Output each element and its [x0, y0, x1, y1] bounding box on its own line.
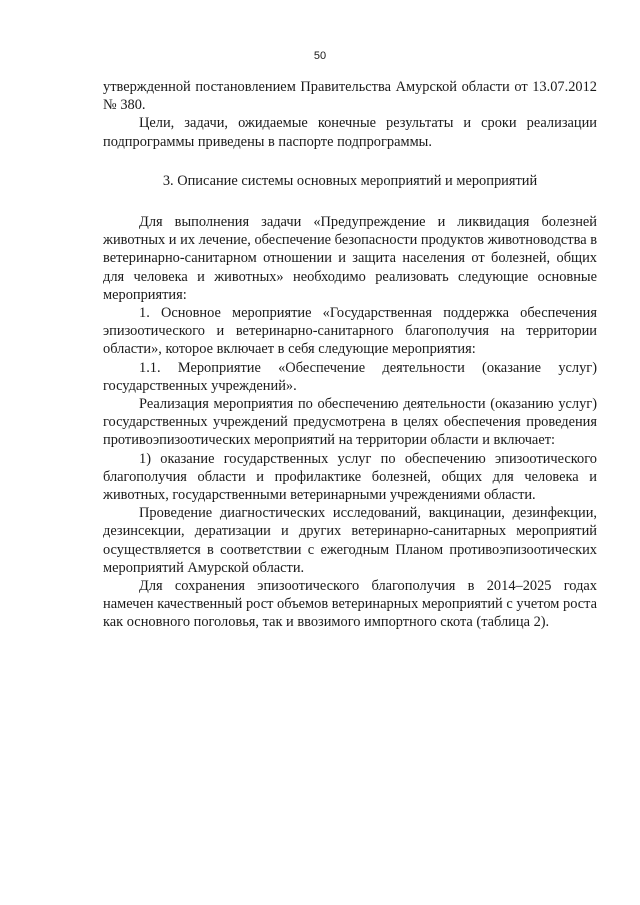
paragraph-goals: Цели, задачи, ожидаемые конечные результаты и сроки реализации подпрограммы приведены в паспорте подпрограммы. [103, 115, 597, 150]
page-number: 50 [313, 50, 327, 62]
paragraph-growth: Для сохранения эпизоотического благополучия в 2014–2025 годах намечен качественный рост объемов ветеринарных мероприятий с учетом роста как основного поголовья, так и ввозимого импортного скота (таблица 2). [103, 578, 597, 631]
paragraph-activity-1-1: 1.1. Мероприятие «Обеспечение деятельности (оказание услуг) государственных учреждений». [103, 359, 597, 394]
document-body [103, 78, 597, 632]
paragraph-services: 1) оказание государственных услуг по обеспечению эпизоотического благополучия области и профилактике болезней, общих для человека и животных, государственными ветеринарными учреждениями области. [103, 450, 597, 504]
paragraph-diagnostics: Проведение диагностических исследований, вакцинации, дезинфекции, дезинсекции, дератизации и других ветеринарно-санитарных мероприятий осуществляется в соответствии с ежегодным Планом противоэпизоотических мероприятий Амурской области. [103, 505, 597, 576]
paragraph-main-activity: 1. Основное мероприятие «Государственная поддержка обеспечения эпизоотического и ветеринарно-санитарного благополучия на территории области», которое включает в себя следующие мероприятия: [103, 305, 597, 358]
paragraph-implementation: Реализация мероприятия по обеспечению деятельности (оказанию услуг) государственных учреждений предусмотрена в целях обеспечения проведения противоэпизоотических мероприятий на территории области и включает: [103, 396, 597, 449]
section-title: 3. Описание системы основных мероприятий и мероприятий [162, 172, 538, 189]
paragraph-task: Для выполнения задачи «Предупреждение и ликвидация болезней животных и их лечение, обеспечение безопасности продуктов животноводства в ветеринарно-санитарном отношении и защита населения от болезней, общих для человека и животных» необходимо реализовать следующие основные мероприятия: [103, 214, 597, 303]
paragraph-continuation: утвержденной постановлением Правительства Амурской области от 13.07.2012 № 380. [103, 79, 597, 114]
